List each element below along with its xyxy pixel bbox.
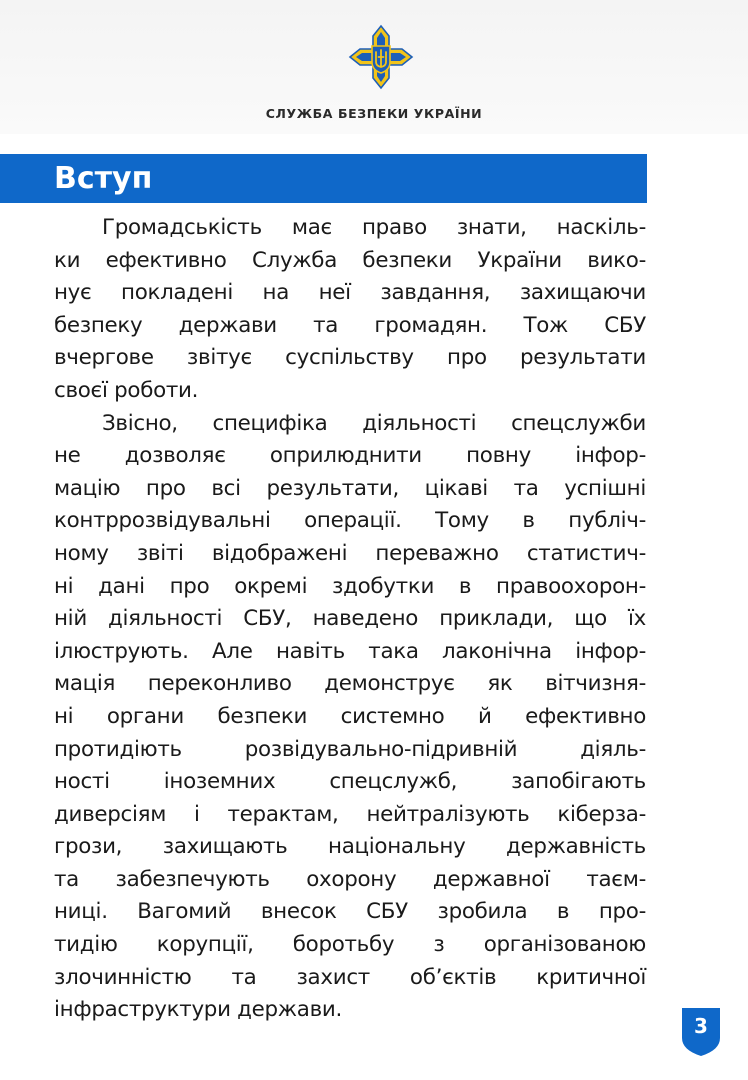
text-line: ні дані про окремі здобутки в правоохорон- [54,573,646,599]
text-line: не дозволяє оприлюднити повну інфор- [54,443,646,469]
page-number: 3 [694,1014,708,1038]
text-line: грози, захищають національну державність [54,834,646,860]
text-line: ності іноземних спецслужб, запобігають [54,769,646,795]
text-line: ки ефективно Служба безпеки України вико- [54,247,646,273]
page-header [0,0,748,134]
body-text [54,212,646,1027]
text-line: мацію про всі результати, цікаві та успішні [54,475,646,501]
text-line: ниці. Вагомий внесок СБУ зробила в про- [54,899,646,925]
text-line: своєї роботи. [54,377,199,403]
text-line: безпеку держави та громадян. Тож СБУ [54,312,646,338]
text-line: протидіють розвідувально-підривній діяль- [54,736,646,762]
text-line: ілюструють. Але навіть така лаконічна інфор- [54,638,646,664]
text-line: злочинністю та захист об’єктів критичної [54,964,646,990]
text-line: контррозвідувальні операції. Тому в публіч- [54,508,646,534]
text-line: ному звіті відображені переважно статистич- [54,540,646,566]
text-line: ні органи безпеки системно й ефективно [54,703,646,729]
text-line: інфраструктури держави. [54,997,342,1023]
text-line: тидію корупції, боротьбу з організованою [54,932,646,958]
text-line: Громадськість має право знати, наскіль- [102,215,646,240]
text-line: Звісно, специфіка діяльності спецслужби [102,410,646,436]
section-title: Вступ [54,161,153,196]
text-line: ній діяльності СБУ, наведено приклади, що їх [54,606,646,632]
sbu-emblem-icon [348,24,414,90]
text-line: нує покладені на неї завдання, захищаючи [54,280,646,306]
text-line: мація переконливо демонструє як вітчизня- [54,671,646,697]
text-line: диверсіям і терактам, нейтралізують кіберза- [54,801,646,827]
org-name: СЛУЖБА БЕЗПЕКИ УКРАЇНИ [265,106,483,121]
text-line: та забезпечують охорону державної таєм- [54,866,646,892]
text-line: вчергове звітує суспільству про результати [54,345,646,371]
